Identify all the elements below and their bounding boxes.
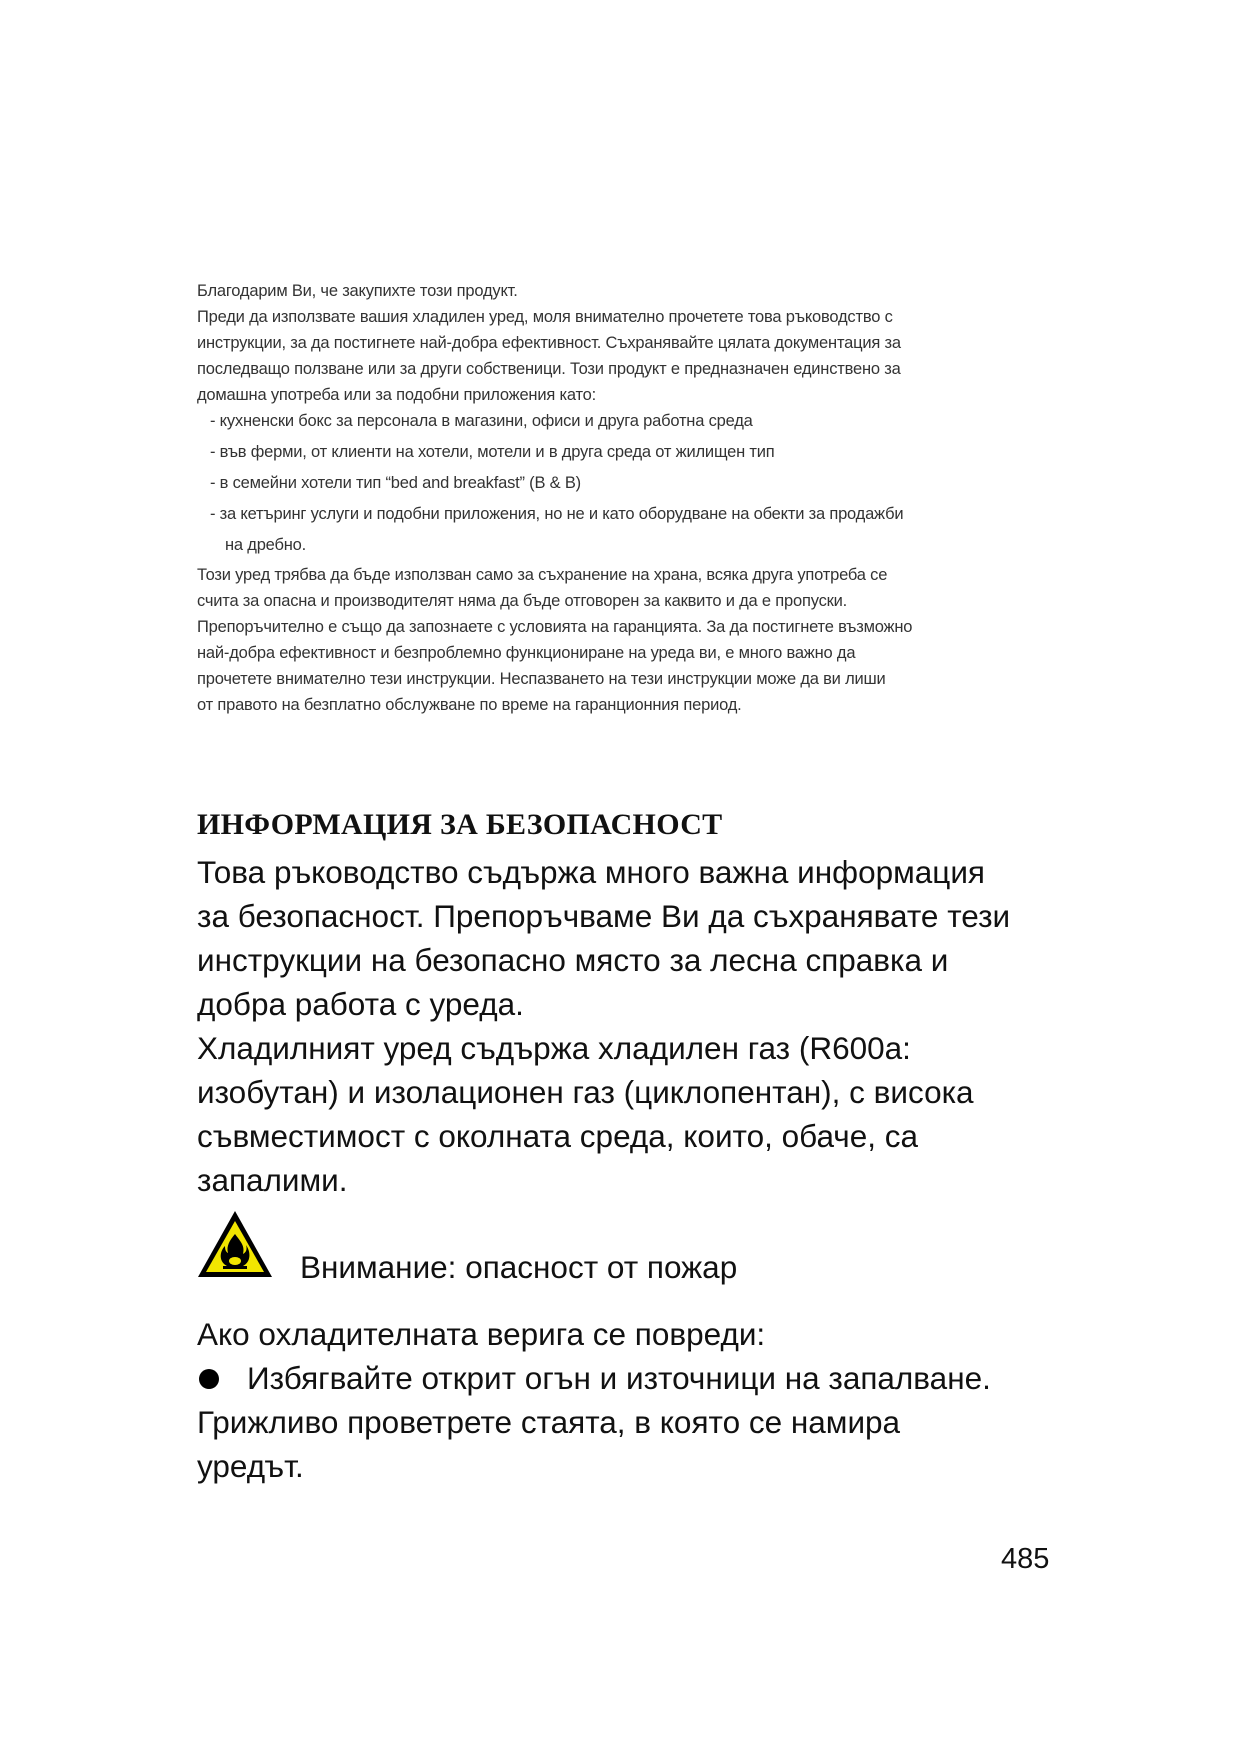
usage-line: Този уред трябва да бъде използван само за съхранение на храна, всяка друга употреба се bbox=[197, 566, 888, 584]
bullet-text: Избягвайте открит огън и източници на запалване. bbox=[247, 1360, 991, 1396]
usage-line: прочетете внимателно тези инструкции. Неспазването на тези инструкции може да ви лиши bbox=[197, 670, 886, 688]
usage-list bbox=[210, 406, 1090, 561]
usage-line: счита за опасна и производителят няма да бъде отговорен за каквито и да е пропуски. bbox=[197, 592, 848, 610]
intro-line: последващо ползване или за други собственици. Този продукт е предназначен единствено за bbox=[197, 360, 901, 378]
list-item-continuation: на дребно. bbox=[225, 536, 306, 554]
fire-warning bbox=[195, 1208, 738, 1285]
list-item: - кухненски бокс за персонала в магазини, офиси и друга работна среда bbox=[210, 412, 753, 430]
usage-line: най-добра ефективност и безпроблемно функциониране на уреда ви, е много важно да bbox=[197, 644, 856, 662]
safety-line: запалими. bbox=[197, 1162, 348, 1198]
safety-heading: ИНФОРМАЦИЯ ЗА БЕЗОПАСНОСТ bbox=[197, 808, 723, 841]
intro-line: инструкции, за да постигнете най-добра ефективност. Съхранявайте цялата документация за bbox=[197, 334, 901, 352]
safety-line: Хладилният уред съдържа хладилен газ (R600a: bbox=[197, 1030, 911, 1066]
damaged-circuit-instructions bbox=[197, 1312, 1097, 1488]
safety-line: добра работа с уреда. bbox=[197, 986, 524, 1022]
page-number: 485 bbox=[1001, 1543, 1050, 1575]
safety-paragraph bbox=[197, 850, 1097, 1202]
safety-line: за безопасност. Препоръчваме Ви да съхранявате тези bbox=[197, 898, 1011, 934]
list-item: - в семейни хотели тип “bed and breakfast” (B & B) bbox=[210, 474, 581, 492]
bullet-icon bbox=[199, 1369, 219, 1389]
usage-line: Препоръчително е също да запознаете с условията на гаранцията. За да постигнете възможно bbox=[197, 618, 913, 636]
safety-line: Това ръководство съдържа много важна информация bbox=[197, 854, 985, 890]
intro-line: Благодарим Ви, че закупихте този продукт. bbox=[197, 282, 518, 300]
safety-line: инструкции на безопасно място за лесна справка и bbox=[197, 942, 949, 978]
flammable-warning-icon bbox=[195, 1208, 275, 1280]
warning-text: Внимание: опасност от пожар bbox=[300, 1249, 738, 1285]
usage-paragraph bbox=[197, 562, 1077, 718]
continuation-line: уредът. bbox=[197, 1448, 304, 1484]
list-item: - във ферми, от клиенти на хотели, мотели и в друга среда от жилищен тип bbox=[210, 443, 775, 461]
intro-line: Преди да използвате вашия хладилен уред, моля внимателно прочетете това ръководство с bbox=[197, 308, 893, 326]
bullet-item bbox=[197, 1356, 1097, 1400]
intro-paragraph bbox=[197, 278, 1077, 408]
usage-line: от правото на безплатно обслужване по време на гаранционния период. bbox=[197, 696, 742, 714]
list-item: - за кетъринг услуги и подобни приложения, но не и като оборудване на обекти за продажби bbox=[210, 505, 904, 523]
continuation-line: Грижливо проветрете стаята, в която се намира bbox=[197, 1404, 901, 1440]
safety-line: съвместимост с околната среда, които, обаче, са bbox=[197, 1118, 919, 1154]
intro-line: домашна употреба или за подобни приложения като: bbox=[197, 386, 597, 404]
circuit-intro: Ако охладителната верига се повреди: bbox=[197, 1316, 766, 1352]
safety-line: изобутан) и изолационен газ (циклопентан), с висока bbox=[197, 1074, 974, 1110]
